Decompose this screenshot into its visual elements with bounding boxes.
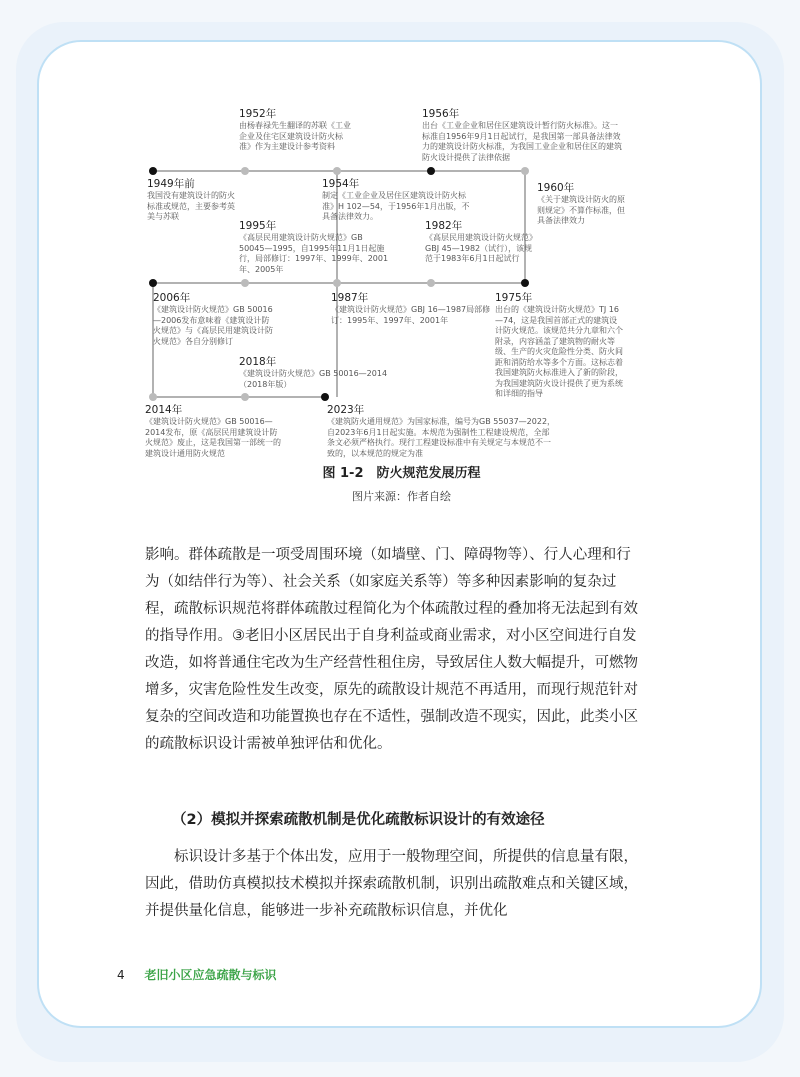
event-1975: 1975年 出台的《建筑设计防火规范》TJ 16—74，这是我国首部正式的建筑设计防火规范。该规范共分九章和六个附录，内容涵盖了建筑物的耐火等级、生产的火灾危险性分类、防火间距和消防给水等多个方面。这标志着我国建筑防火标准进入了新的阶段，为我国建筑防火设计提供了更为系统和详细的指导 <box>495 292 623 398</box>
body-paragraph-1: 影响。群体疏散是一项受周围环境（如墙壁、门、障碍物等）、行人心理和行为（如结伴行为等）、社会关系（如家庭关系等）等多种因素影响的复杂过程，疏散标识规范将群体疏散过程简化为个体疏散过程的叠加将无法起到有效的指导作用。③老旧小区居民出于自身利益或商业需求，对小区空间进行自发改造，如将普通住宅改为生产经营性租住房，导致居住人数大幅提升，可燃物增多，灾害危险性发生改变，原先的疏散设计规范不再适用，而现行规范针对复杂的空间改造和功能置换也存在不适性，强制改造不现实，因此，此类小区的疏散标识设计需被单独评估和优化。 <box>145 547 638 752</box>
dot-1956 <box>427 167 435 175</box>
event-2018: 2018年 《建筑设计防火规范》GB 50016—2014（2018年版） <box>239 356 388 389</box>
event-2006: 2006年 《建筑设计防火规范》GB 50016—2006发布意味着《建筑设计防火规范》与《高层民用建筑设计防火规范》各自分别修订 <box>153 292 273 346</box>
page-number: 4 <box>117 968 125 982</box>
event-1952: 1952年 由杨春禄先生翻译的苏联《工业企业及住宅区建筑设计防火标准》作为主建设计参考资料 <box>239 108 351 151</box>
dot-2006 <box>149 279 157 287</box>
event-1982: 1982年 《高层民用建筑设计防火规范》GBJ 45—1982（试行），该规范于1983年6月1日起试行 <box>425 220 533 263</box>
figure-source: 图片来源：作者自绘 <box>352 490 451 503</box>
event-2014: 2014年 《建筑设计防火规范》GB 50016—2014发布，原《高层民用建筑设计防火规范》废止，这是我国第一部统一的建筑设计通用防火规范 <box>145 404 281 458</box>
event-1987: 1987年 《建筑设计防火规范》GBJ 16—1987局部修订：1995年、1997年、2001年 <box>331 292 491 325</box>
event-1956: 1956年 出台《工业企业和居住区建筑设计暂行防火标准》。这一标准自1956年9月1日起试行，是我国第一部具备法律效力的建筑设计防火标准，为我国工业企业和居住区的建筑防火设计提供了法律依据 <box>422 108 622 162</box>
section-heading: （2）模拟并探索疏散机制是优化疏散标识设计的有效途径 <box>172 812 545 828</box>
book-title: 老旧小区应急疏散与标识 <box>144 968 277 982</box>
dot-1975 <box>521 279 529 287</box>
page-footer <box>117 966 276 983</box>
body-paragraph-2: 标识设计多基于个体出发，应用于一般物理空间，所提供的信息量有限，因此，借助仿真模拟技术模拟并探索疏散机制，识别出疏散难点和关键区域，并提供量化信息，能够进一步补充疏散标识信息，并优化 <box>145 849 638 919</box>
dot-1949 <box>149 167 157 175</box>
event-1949: 1949年前 我国没有建筑设计的防火标准或规范，主要参考英美与苏联 <box>147 178 235 221</box>
book-page <box>37 40 762 1028</box>
dot-2023 <box>321 393 329 401</box>
event-1954: 1954年 制定《工业企业及居住区建筑设计防火标准》H 102—54，于1956年1月出版，不具备法律效力。 <box>322 178 470 221</box>
event-2023: 2023年 《建筑防火通用规范》为国家标准，编号为GB 55037—2022，自2023年6月1日起实施。本规范为强制性工程建设规范，全部条文必须严格执行。现行工程建设标准中有关规定与本规范不一致的，以本规范的规定为准 <box>327 404 556 458</box>
event-1995: 1995年 《高层民用建筑设计防火规范》GB 50045—1995，自1995年11月1日起施行，局部修订：1997年、1999年、2001年、2005年 <box>239 220 389 274</box>
figure-caption: 图 1-2 防火规范发展历程 <box>322 466 481 481</box>
event-1960: 1960年 《关于建筑设计防火的原则规定》不算作标准，但具备法律效力 <box>537 182 625 225</box>
